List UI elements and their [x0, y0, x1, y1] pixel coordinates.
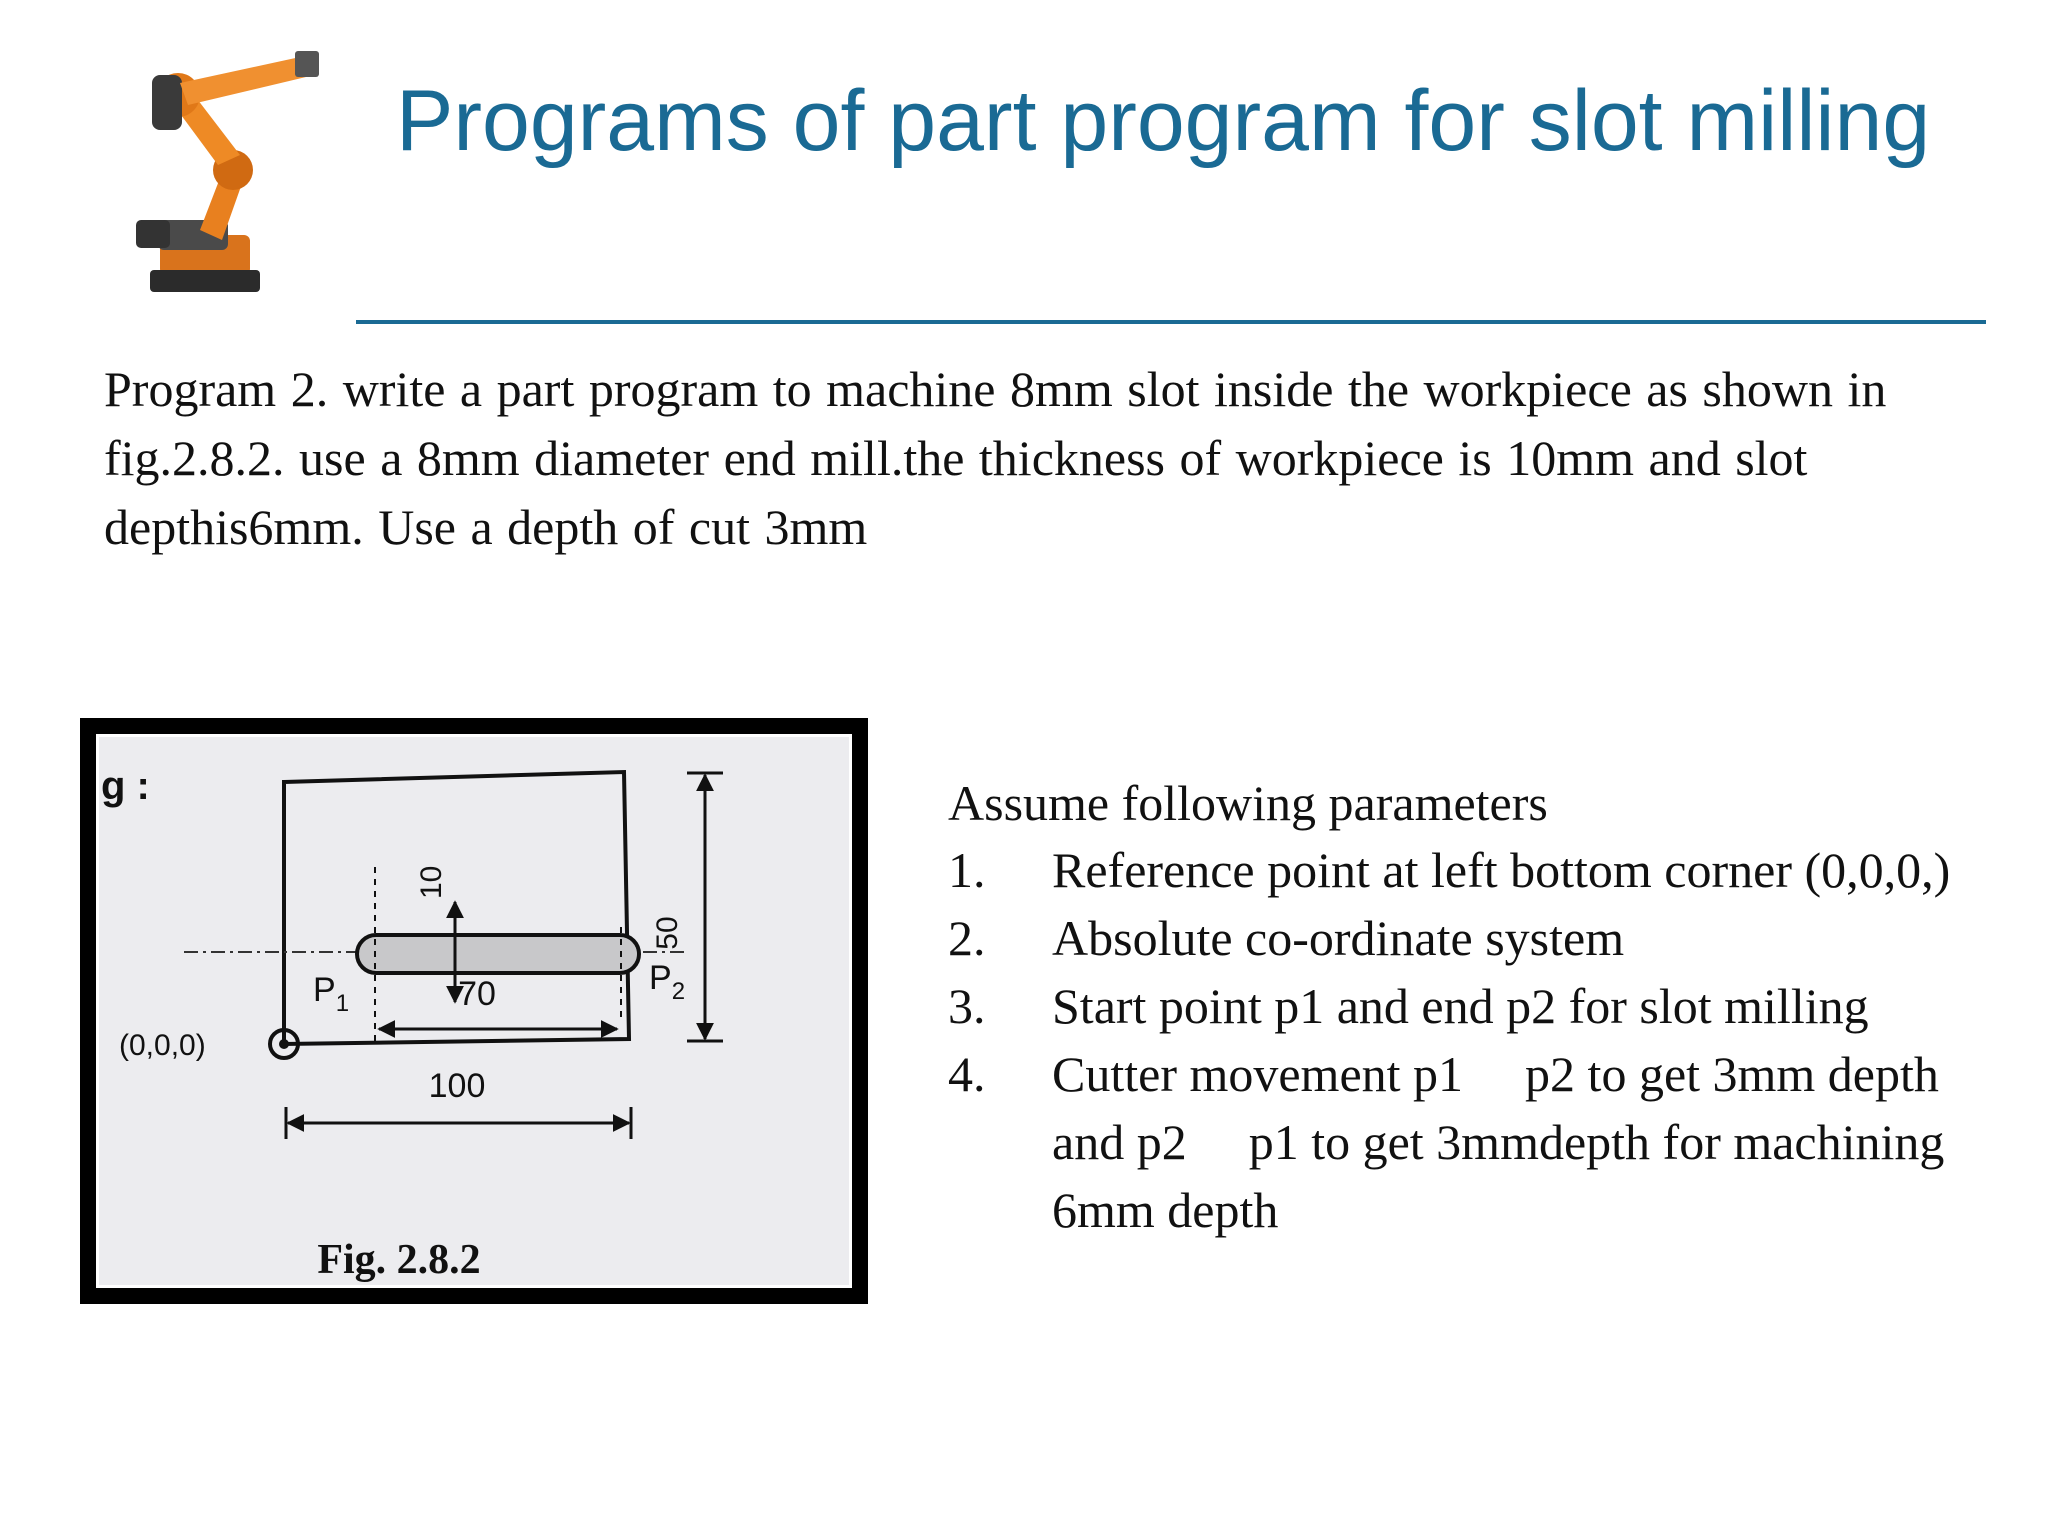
list-text-c: p1 to get 3mmdepth for machining 6mm depth — [1052, 1114, 1945, 1238]
figure-caption: Fig. 2.8.2 — [317, 1237, 481, 1283]
industrial-robot-arm-icon — [130, 45, 330, 300]
list-number: 1. — [948, 842, 986, 898]
list-item — [948, 972, 2008, 1040]
figure-frame — [80, 718, 868, 1304]
list-text: Start point p1 and end p2 for slot milling — [1052, 978, 1869, 1034]
list-number: 2. — [948, 910, 986, 966]
slide-title: Programs of part program for slot milling — [396, 73, 1931, 169]
parameters-heading: Assume following parameters — [948, 775, 1548, 831]
list-text-a: Cutter movement p1 — [1052, 1046, 1464, 1102]
list-number: 3. — [948, 978, 986, 1034]
slot-drawing — [96, 734, 852, 1288]
slot — [357, 935, 639, 973]
label-p2: $P_2$ — [649, 959, 686, 1005]
parameters-list — [948, 770, 2008, 1244]
section-mark: g : — [101, 764, 150, 808]
label-p1: $P_1$ — [313, 971, 350, 1017]
title-divider — [356, 320, 1986, 324]
list-text: Absolute co-ordinate system — [1052, 910, 1625, 966]
list-text-b: p2 to get 3mm depth and p2 — [1052, 1046, 1939, 1170]
list-item — [948, 904, 2008, 972]
list-number: 4. — [948, 1046, 986, 1102]
dim-slot-length: 70 — [458, 975, 496, 1013]
list-item — [948, 1040, 2008, 1244]
origin-label: (0,0,0) — [119, 1029, 206, 1062]
dim-slot-width: 10 — [415, 865, 448, 899]
list-text: Reference point at left bottom corner (0,0,0,) — [1052, 842, 1951, 898]
dim-width: 100 — [428, 1067, 486, 1105]
list-item — [948, 836, 2008, 904]
dim-height: 50 — [651, 916, 684, 950]
problem-statement: Program 2. write a part program to machine 8mm slot inside the workpiece as shown in fig.2.8.2. use a 8mm diameter end mill.the thickness of workpiece is 10mm and slot depthis6mm. Use a depth of cut 3mm — [104, 361, 1887, 555]
